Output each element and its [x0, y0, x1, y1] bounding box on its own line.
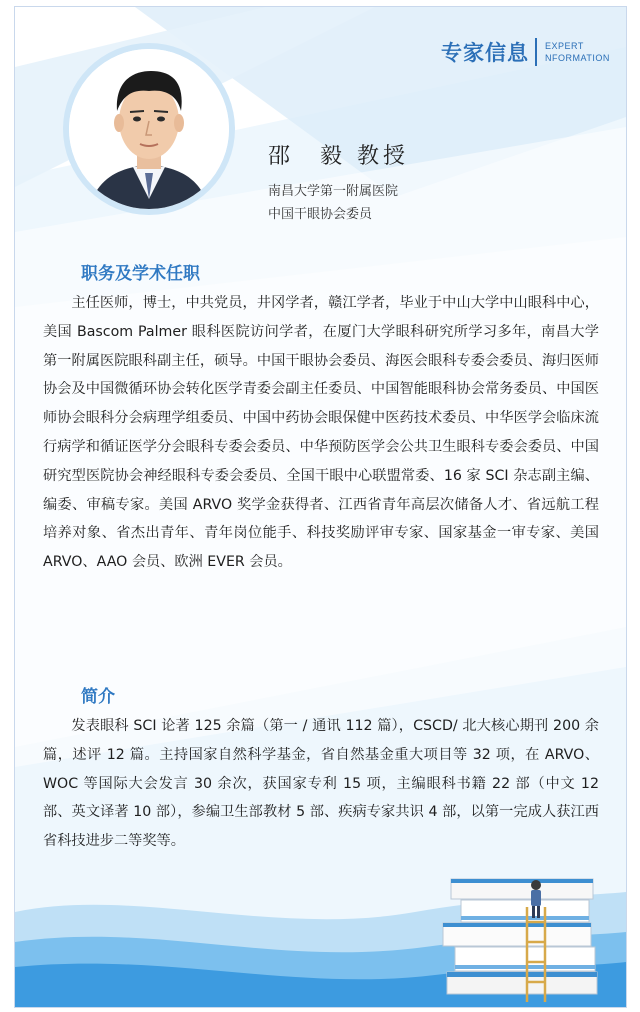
- header-title-cn: 专家信息: [441, 40, 529, 65]
- intro-section-text: 发表眼科 SCI 论著 125 余篇（第一 / 通讯 112 篇），CSCD/ 北大核心期刊 200 余篇，述评 12 篇。主持国家自然科学基金，省自然基金重大项目等 32 项，在 ARVO、WOC 等国际大会发言 30 余次，获国家专利 15 项，主编眼科书籍 22 部（中文 12 部、英文译著 10 部），参编卫生部教材 5 部、疾病专家共识 4 部，以第一完成人获江西省科技进步二等奖等。: [43, 718, 599, 850]
- book-stack-illustration: [443, 879, 597, 994]
- duties-section-text: 主任医师，博士，中共党员，井冈学者，赣江学者，毕业于中山大学中山眼科中心，美国 Bascom Palmer 眼科医院访问学者，在厦门大学眼科研究所学习多年，南昌大学第一附属医院眼科副主任，硕导。中国干眼协会委员、海医会眼科专委会委员、海归医师协会及中国微循环协会转化医学青委会副主任委员、中国智能眼科协会常务委员、中国医师协会眼科分会病理学组委员、中国中药协会眼保健中医药技术委员、中华医学会临床流行病学和循证医学分会眼科专委会委员、中华预防医学会公共卫生眼科专委会委员、中国研究型医院协会神经眼科专委会委员、全国干眼中心联盟常委、16 家 SCI 杂志副主编、编委、审稿专家。美国 ARVO 奖学金获得者、江西省青年高层次储备人才、省远航工程培养对象、省杰出青年、青年岗位能手、科技奖励评审专家、国家基金一审专家、美国 ARVO、AAO 会员、欧洲 EVER 会员。: [43, 295, 599, 571]
- expert-affiliation-hospital: 南昌大学第一附属医院: [268, 184, 399, 199]
- header-divider: [535, 38, 537, 66]
- header-title-en: [545, 40, 610, 64]
- expert-name: 邵 毅 教授: [268, 144, 409, 169]
- avatar: [69, 49, 229, 209]
- expert-affiliation-association: 中国干眼协会委员: [268, 207, 373, 222]
- duties-section-title: 职务及学术任职: [81, 264, 200, 284]
- intro-section-title: 简介: [81, 687, 115, 707]
- expert-card: [14, 6, 627, 1008]
- header-title-en-line1: EXPERT: [545, 41, 584, 51]
- section-header-badge: [441, 37, 610, 67]
- header-title-en-line2: NFORMATION: [545, 53, 610, 63]
- portrait-illustration: [69, 49, 229, 209]
